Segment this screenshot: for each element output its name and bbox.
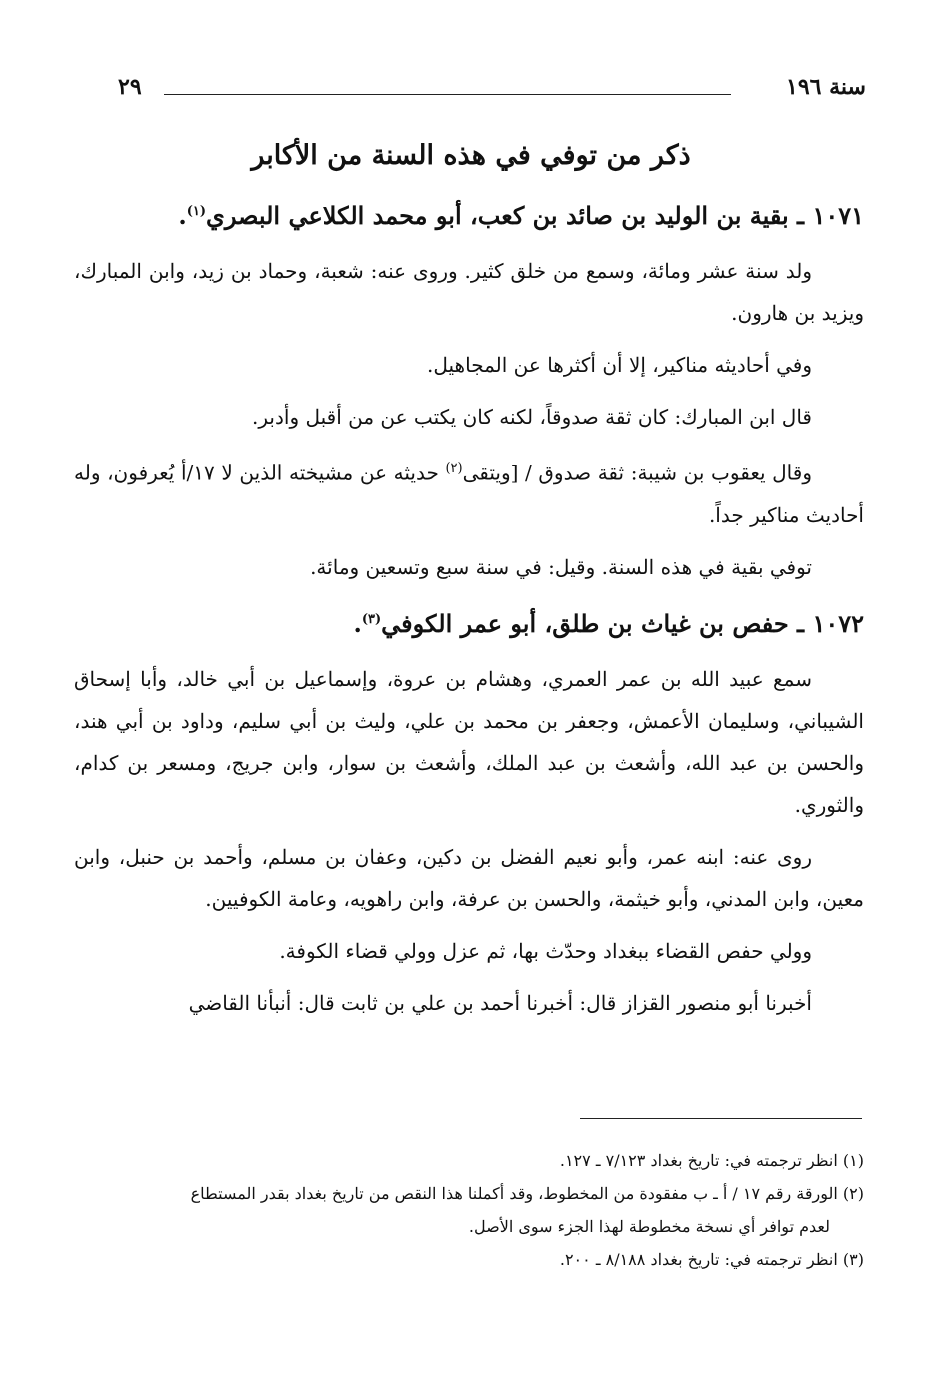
entry-heading-text: ١٠٧١ ـ بقية بن الوليد بن صائد بن كعب، أبو محمد الكلاعي البصري bbox=[206, 201, 864, 230]
paragraph: سمع عبيد الله بن عمر العمري، وهشام بن عروة، وإسماعيل بن أبي خالد، وأبا إسحاق الشيباني، وسليمان الأعمش، وجعفر بن محمد بن علي، وليث بن أبي سليم، وداود بن أبي هند، والحسن بن عبد الله، وأشعث بن عبد الملك، وأشعث بن سوار، وابن جريج، ومسعر بن كدام، والثوري. bbox=[74, 666, 864, 817]
paragraph: روى عنه: ابنه عمر، وأبو نعيم الفضل بن دكين، وعفان بن مسلم، وأحمد بن حنبل، وابن معين، وابن المدني، وأبو خيثمة، والحسن بن عرفة، وابن راهويه، وعامة الكوفيين. bbox=[74, 844, 864, 911]
paragraph: ولد سنة عشر ومائة، وسمع من خلق كثير. وروى عنه: شعبة، وحماد بن زيد، وابن المبارك، ويزيد بن هارون. bbox=[74, 259, 864, 325]
footnote-ref-3[interactable]: (٣) bbox=[361, 611, 382, 627]
header-year: سنة ١٩٦ bbox=[786, 74, 866, 100]
paragraph bbox=[74, 448, 864, 536]
footnote-1: (١) انظر ترجمته في: تاريخ بغداد ٧/١٢٣ ـ ١٢٧. bbox=[559, 1151, 864, 1170]
paragraph-text: وقال يعقوب بن شيبة: ثقة صدوق / [ويتقى bbox=[462, 460, 812, 485]
footnote-3: (٣) انظر ترجمته في: تاريخ بغداد ٨/١٨٨ ـ ٢٠٠. bbox=[559, 1250, 864, 1269]
heading-period: . bbox=[178, 201, 187, 230]
entry-heading-1071 bbox=[74, 190, 864, 238]
page-number: ٢٩ bbox=[118, 74, 142, 100]
footnote-rule bbox=[580, 1118, 862, 1119]
heading-period: . bbox=[353, 608, 362, 638]
paragraph: أخبرنا أبو منصور القزاز قال: أخبرنا أحمد بن علي بن ثابت قال: أنبأنا القاضي bbox=[188, 990, 812, 1015]
entry-heading-text: ١٠٧٢ ـ حفص بن غياث بن طلق، أبو عمر الكوفي bbox=[381, 608, 864, 638]
body-text bbox=[74, 190, 864, 1034]
paragraph: قال ابن المبارك: كان ثقة صدوقاً، لكنه كان يكتب عن من أقبل وأدبر. bbox=[252, 405, 812, 429]
paragraph-text: حديثه عن مشيخته الذين لا ١٧/أ يُعرفون، وله أحاديث مناكير جداً. bbox=[74, 460, 864, 527]
entry-heading-1072 bbox=[74, 598, 864, 646]
footnote-ref-2[interactable]: (٢) bbox=[445, 461, 463, 476]
footnotes bbox=[76, 1146, 864, 1278]
running-header bbox=[118, 72, 866, 104]
footnote-2: (٢) الورقة رقم ١٧ / أ ـ ب مفقودة من المخطوط، وقد أكملنا هذا النقص من تاريخ بغداد بقدر المستطاع bbox=[190, 1184, 864, 1203]
header-rule bbox=[164, 94, 731, 95]
paragraph: وفي أحاديثه مناكير، إلا أن أكثرها عن المجاهيل. bbox=[427, 353, 812, 377]
footnote-2-continuation: لعدم توافر أي نسخة مخطوطة لهذا الجزء سوى الأصل. bbox=[468, 1217, 830, 1236]
paragraph: توفي بقية في هذه السنة. وقيل: في سنة سبع وتسعين ومائة. bbox=[310, 554, 812, 579]
section-title: ذكر من توفي في هذه السنة من الأكابر bbox=[251, 140, 691, 171]
footnote-ref-1[interactable]: (١) bbox=[186, 204, 207, 219]
paragraph: وولي حفص القضاء ببغداد وحدّث بها، ثم عزل وولي قضاء الكوفة. bbox=[279, 938, 812, 963]
